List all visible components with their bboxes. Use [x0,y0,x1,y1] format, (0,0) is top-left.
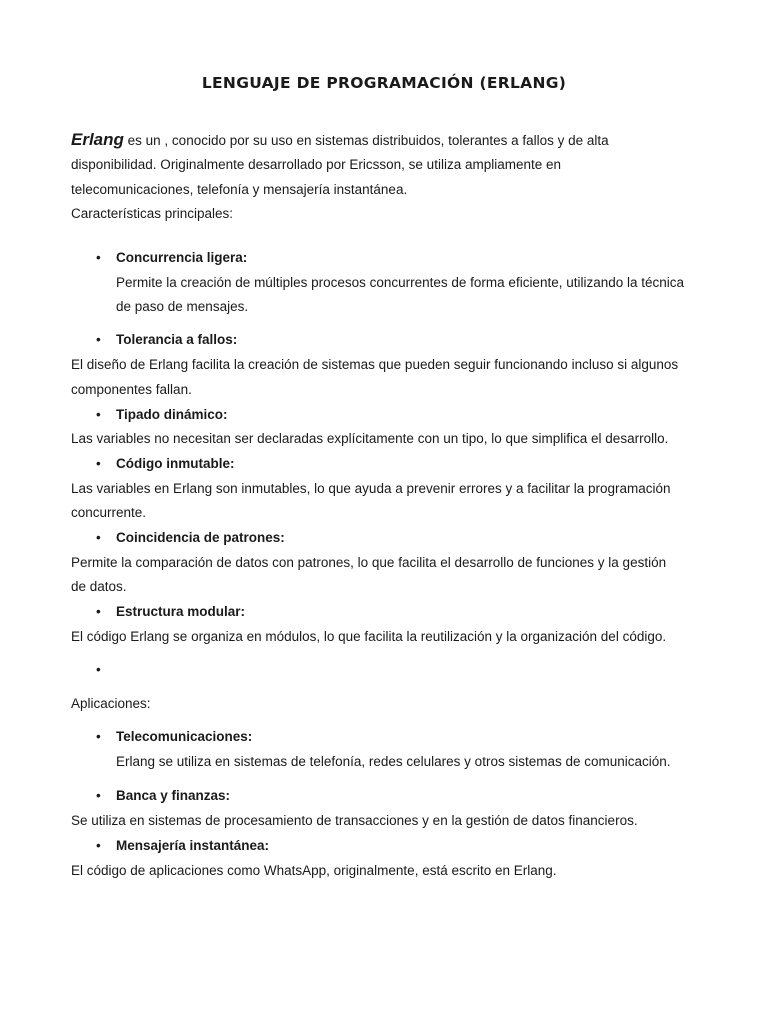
application-bullet-telecom [96,727,252,747]
application-bullet-mensajeria [96,836,269,856]
features-heading: Características principales: [71,206,234,221]
applications-heading: Aplicaciones: [71,696,151,711]
feature-label: Código inmutable: [116,456,235,471]
application-label: Mensajería instantánea: [116,838,270,853]
feature-text: de paso de mensajes. [116,299,249,314]
bullet-dot: • [96,250,101,265]
feature-text: Las variables no necesitan ser declaradas explícitamente con un tipo, lo que simplifica el desarrollo. [71,431,669,446]
bullet-dot: • [96,729,101,744]
feature-text: El código Erlang se organiza en módulos, lo que facilita la reutilización y la organización del código. [71,629,667,644]
bullet-dot: • [96,456,101,471]
feature-text: Permite la creación de múltiples procesos concurrentes de forma eficiente, utilizando la técnica [116,275,685,290]
feature-text: concurrente. [71,505,147,520]
application-text: Se utiliza en sistemas de procesamiento de transacciones y en la gestión de datos financieros. [71,813,638,828]
bullet-dot: • [96,530,101,545]
feature-text: de datos. [71,579,127,594]
application-text: Erlang se utiliza en sistemas de telefonía, redes celulares y otros sistemas de comunicación. [116,754,671,769]
feature-text: componentes fallan. [71,382,192,397]
feature-label: Coincidencia de patrones: [116,530,285,545]
intro-line-3: telecomunicaciones, telefonía y mensajería instantánea. [71,182,408,197]
application-label: Banca y finanzas: [116,788,231,803]
feature-bullet-inmutable [96,454,235,474]
bullet-dot: • [96,662,101,677]
intro-line-1-text: es un , conocido por su uso en sistemas distribuidos, tolerantes a fallos y de alta [123,133,609,148]
feature-bullet-patrones [96,528,285,548]
intro-line-2: disponibilidad. Originalmente desarrollado por Ericsson, se utiliza ampliamente en [71,157,562,172]
feature-label: Estructura modular: [116,604,246,619]
document-title: LENGUAJE DE PROGRAMACIÓN (ERLANG) [201,74,567,92]
application-text: El código de aplicaciones como WhatsApp, originalmente, está escrito en Erlang. [71,863,557,878]
intro-lead-word: Erlang [71,130,124,149]
feature-bullet-tolerancia [96,330,237,350]
empty-bullet [96,660,116,680]
application-label: Telecomunicaciones: [116,729,253,744]
feature-text: Permite la comparación de datos con patrones, lo que facilita el desarrollo de funciones y la gestión [71,555,667,570]
bullet-dot: • [96,788,101,803]
feature-text: El diseño de Erlang facilita la creación de sistemas que pueden seguir funcionando incluso si algunos [71,357,679,372]
intro-line-1 [71,130,609,151]
bullet-dot: • [96,407,101,422]
feature-bullet-modular [96,602,245,622]
bullet-dot: • [96,332,101,347]
feature-bullet-tipado [96,405,228,425]
feature-bullet-concurrencia [96,248,247,268]
feature-text: Las variables en Erlang son inmutables, lo que ayuda a prevenir errores y a facilitar la programación [71,481,671,496]
feature-label: Tolerancia a fallos: [116,332,238,347]
application-bullet-banca [96,786,230,806]
bullet-dot: • [96,604,101,619]
bullet-dot: • [96,838,101,853]
feature-label: Tipado dinámico: [116,407,228,422]
feature-label: Concurrencia ligera: [116,250,248,265]
